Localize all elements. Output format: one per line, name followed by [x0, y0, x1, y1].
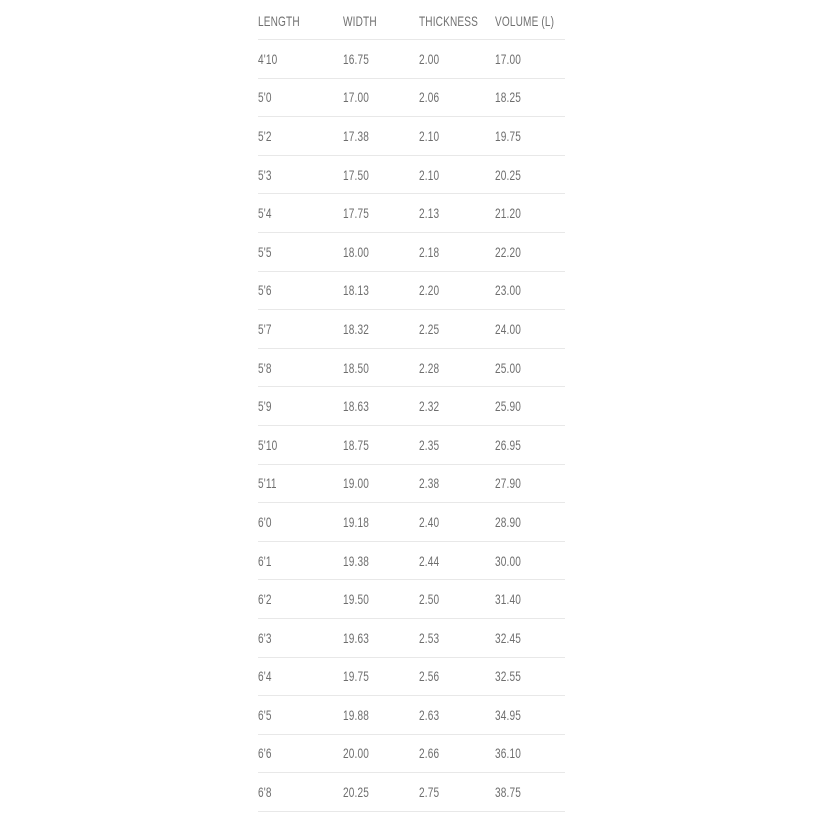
table-row — [258, 619, 565, 658]
length-cell: 5'5 — [258, 243, 272, 260]
width-cell: 17.50 — [343, 166, 369, 183]
volume-cell: 25.00 — [495, 359, 521, 376]
table-row — [258, 233, 565, 272]
length-cell: 5'2 — [258, 127, 272, 144]
length-cell: 5'7 — [258, 320, 272, 337]
volume-cell: 17.00 — [495, 50, 521, 67]
volume-cell: 34.95 — [495, 706, 521, 723]
table-row — [258, 465, 565, 504]
thickness-cell: 2.75 — [419, 784, 440, 801]
length-cell: 5'6 — [258, 282, 272, 299]
table-row — [258, 542, 565, 581]
table-row — [258, 40, 565, 79]
thickness-cell: 2.00 — [419, 50, 440, 67]
thickness-cell: 2.56 — [419, 668, 440, 685]
width-cell: 20.00 — [343, 745, 369, 762]
thickness-cell: 2.28 — [419, 359, 440, 376]
width-cell: 20.25 — [343, 784, 369, 801]
length-cell: 5'0 — [258, 89, 272, 106]
width-cell: 18.00 — [343, 243, 369, 260]
volume-cell: 20.25 — [495, 166, 521, 183]
table-row — [258, 503, 565, 542]
thickness-cell: 2.10 — [419, 166, 440, 183]
volume-cell: 22.20 — [495, 243, 521, 260]
thickness-cell: 2.35 — [419, 436, 440, 453]
header-thickness: THICKNESS — [419, 12, 478, 29]
length-cell: 6'3 — [258, 629, 272, 646]
volume-cell: 31.40 — [495, 591, 521, 608]
table-row — [258, 310, 565, 349]
width-cell: 18.75 — [343, 436, 369, 453]
volume-cell: 21.20 — [495, 205, 521, 222]
length-cell: 5'10 — [258, 436, 278, 453]
volume-cell: 28.90 — [495, 513, 521, 530]
length-cell: 5'11 — [258, 475, 277, 492]
length-cell: 6'4 — [258, 668, 272, 685]
volume-cell: 23.00 — [495, 282, 521, 299]
volume-cell: 24.00 — [495, 320, 521, 337]
length-cell: 6'0 — [258, 513, 272, 530]
volume-cell: 30.00 — [495, 552, 521, 569]
width-cell: 17.00 — [343, 89, 369, 106]
length-cell: 5'8 — [258, 359, 272, 376]
thickness-cell: 2.63 — [419, 706, 440, 723]
volume-cell: 27.90 — [495, 475, 521, 492]
thickness-cell: 2.06 — [419, 89, 440, 106]
table-row — [258, 194, 565, 233]
length-cell: 6'5 — [258, 706, 272, 723]
length-cell: 6'6 — [258, 745, 272, 762]
table-row — [258, 426, 565, 465]
thickness-cell: 2.10 — [419, 127, 440, 144]
width-cell: 19.50 — [343, 591, 369, 608]
header-length: LENGTH — [258, 12, 300, 29]
width-cell: 19.38 — [343, 552, 369, 569]
table-row — [258, 156, 565, 195]
width-cell: 18.50 — [343, 359, 369, 376]
thickness-cell: 2.20 — [419, 282, 440, 299]
table-header-row — [258, 0, 565, 40]
width-cell: 19.75 — [343, 668, 369, 685]
thickness-cell: 2.13 — [419, 205, 440, 222]
width-cell: 19.18 — [343, 513, 369, 530]
thickness-cell: 2.50 — [419, 591, 440, 608]
header-width: WIDTH — [343, 12, 377, 29]
dimensions-table — [258, 0, 565, 812]
thickness-cell: 2.40 — [419, 513, 440, 530]
table-row — [258, 773, 565, 812]
table-row — [258, 349, 565, 388]
width-cell: 18.63 — [343, 398, 369, 415]
table-row — [258, 696, 565, 735]
volume-cell: 38.75 — [495, 784, 521, 801]
table-row — [258, 117, 565, 156]
table-row — [258, 658, 565, 697]
table-row — [258, 580, 565, 619]
table-row — [258, 272, 565, 311]
width-cell: 18.32 — [343, 320, 369, 337]
table-row — [258, 735, 565, 774]
volume-cell: 32.45 — [495, 629, 521, 646]
thickness-cell: 2.38 — [419, 475, 440, 492]
table-row — [258, 79, 565, 118]
volume-cell: 25.90 — [495, 398, 521, 415]
length-cell: 5'9 — [258, 398, 272, 415]
thickness-cell: 2.44 — [419, 552, 440, 569]
width-cell: 17.38 — [343, 127, 369, 144]
length-cell: 6'1 — [258, 552, 272, 569]
width-cell: 17.75 — [343, 205, 369, 222]
header-volume: VOLUME (L) — [495, 12, 555, 29]
volume-cell: 32.55 — [495, 668, 521, 685]
thickness-cell: 2.18 — [419, 243, 440, 260]
width-cell: 19.63 — [343, 629, 369, 646]
table-body — [258, 40, 565, 812]
length-cell: 4'10 — [258, 50, 278, 67]
length-cell: 5'3 — [258, 166, 272, 183]
volume-cell: 26.95 — [495, 436, 521, 453]
width-cell: 18.13 — [343, 282, 369, 299]
width-cell: 19.00 — [343, 475, 369, 492]
volume-cell: 18.25 — [495, 89, 521, 106]
length-cell: 5'4 — [258, 205, 272, 222]
length-cell: 6'2 — [258, 591, 272, 608]
thickness-cell: 2.25 — [419, 320, 440, 337]
volume-cell: 19.75 — [495, 127, 521, 144]
width-cell: 19.88 — [343, 706, 369, 723]
thickness-cell: 2.32 — [419, 398, 440, 415]
thickness-cell: 2.66 — [419, 745, 440, 762]
width-cell: 16.75 — [343, 50, 369, 67]
thickness-cell: 2.53 — [419, 629, 440, 646]
length-cell: 6'8 — [258, 784, 272, 801]
table-row — [258, 387, 565, 426]
volume-cell: 36.10 — [495, 745, 521, 762]
